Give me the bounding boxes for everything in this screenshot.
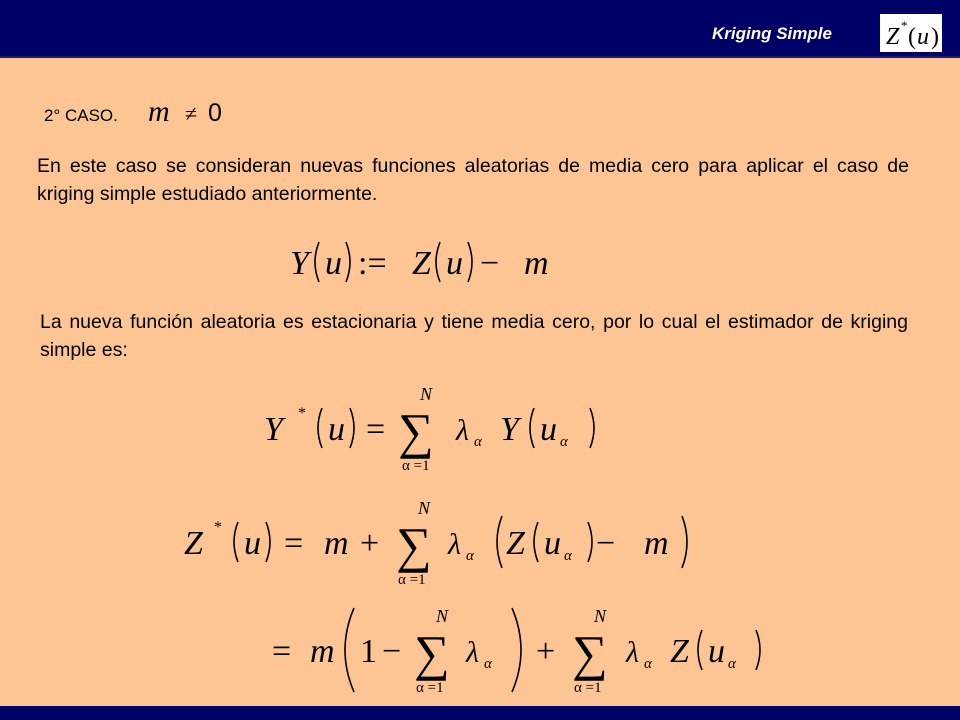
equation-definition	[288, 232, 568, 288]
eq1-paren-left	[315, 242, 319, 282]
badge-sup: *	[901, 18, 908, 33]
eq3-Z2: Z	[506, 525, 525, 562]
eq4-equals: =	[272, 633, 292, 670]
eq1-u2: u	[446, 245, 463, 282]
eq3-paren2-right	[588, 522, 592, 562]
eq3-bigparen-left	[497, 516, 502, 568]
case-neq: ≠	[185, 101, 198, 126]
slide-title: Kriging Simple	[712, 24, 832, 43]
eq1-u: u	[325, 245, 342, 282]
eq3-u2: u	[544, 525, 561, 562]
eq4-sum1-upper: N	[436, 606, 449, 626]
eq3-paren-right	[266, 522, 270, 562]
eq2-paren-left	[318, 408, 322, 448]
eq4-bigparen-right	[512, 608, 521, 692]
eq2-sum-upper: N	[420, 384, 433, 404]
eq2-lambda: λ	[456, 414, 469, 447]
eq3-paren2-left	[534, 522, 538, 562]
badge-open-paren: (	[908, 24, 916, 50]
eq3-sum: ∑	[396, 517, 432, 573]
eq2-paren-right	[350, 408, 354, 448]
eq3-alpha: α	[466, 548, 474, 564]
eq4-paren-right	[756, 630, 760, 670]
eq3-m2: m	[644, 525, 669, 562]
eq4-sum2-lower: α =1	[574, 680, 602, 696]
eq1-minus: −	[480, 245, 500, 282]
eq4-lambda1: λ	[466, 636, 479, 669]
eq1-paren2-right	[468, 242, 472, 282]
eq2-Y2: Y	[500, 411, 519, 448]
eq2-u2: u	[540, 411, 557, 448]
eq1-Z: Z	[412, 245, 431, 282]
eq2-Y: Y	[264, 411, 283, 448]
title-formula-badge	[880, 14, 942, 52]
eq4-one: 1	[360, 633, 377, 670]
eq4-plus: +	[536, 633, 556, 670]
eq1-Y: Y	[290, 245, 309, 282]
eq2-sum-lower: α =1	[402, 458, 430, 474]
eq2-equals: =	[366, 411, 386, 448]
eq3-sum-lower: α =1	[398, 572, 426, 588]
footer-bar	[0, 706, 960, 720]
eq4-sum1-lower: α =1	[416, 680, 444, 696]
badge-arg: u	[917, 24, 929, 50]
eq4-sum1: ∑	[414, 625, 450, 681]
eq4-sum2: ∑	[572, 625, 608, 681]
eq3-sum-upper: N	[418, 498, 431, 518]
eq3-alpha2: α	[564, 548, 572, 564]
eq4-sum2-upper: N	[594, 606, 607, 626]
case-label: 2° CASO.	[44, 106, 118, 125]
eq1-m: m	[524, 245, 549, 282]
eq2-alpha: α	[474, 434, 482, 450]
eq2-alpha2: α	[560, 434, 568, 450]
eq2-u: u	[328, 411, 345, 448]
estimator-paragraph: La nueva función aleatoria es estacionaria y tiene media cero, por lo cual el estimador de kriging simple es:	[40, 311, 908, 361]
eq4-alpha3: α	[728, 656, 736, 672]
eq3-star: *	[214, 519, 222, 536]
eq4-u: u	[708, 633, 725, 670]
eq4-lambda2: λ	[626, 636, 639, 669]
eq3-bigparen-right	[682, 516, 687, 568]
equation-estimator-Z	[182, 498, 702, 590]
eq1-paren2-left	[436, 242, 440, 282]
eq3-lambda: λ	[448, 528, 461, 561]
badge-formula	[880, 14, 942, 52]
eq3-equals: =	[284, 525, 304, 562]
badge-close-paren: )	[931, 24, 939, 50]
badge-var: Z	[886, 24, 900, 50]
equation-expanded	[270, 604, 790, 700]
eq1-paren-right	[346, 242, 350, 282]
eq2-star: *	[298, 405, 306, 422]
case-condition	[148, 94, 248, 128]
equation-estimator-Y	[262, 384, 622, 476]
eq3-plus: +	[360, 525, 380, 562]
eq4-bigparen-left	[345, 608, 354, 692]
eq4-alpha2: α	[644, 656, 652, 672]
eq3-Z: Z	[184, 525, 203, 562]
eq3-minus: −	[596, 525, 616, 562]
eq4-m: m	[310, 633, 335, 670]
intro-paragraph: En este caso se consideran nuevas funciones aleatorias de media cero para aplicar el caso de kriging simple estudiado anteriormente.	[37, 155, 909, 205]
case-value: 0	[208, 99, 222, 127]
eq4-minus: −	[382, 633, 402, 670]
eq3-u: u	[244, 525, 261, 562]
eq4-Z: Z	[670, 633, 689, 670]
eq3-paren-left	[234, 522, 238, 562]
eq4-paren-left	[698, 630, 702, 670]
eq2-sum: ∑	[398, 403, 434, 459]
eq2-paren2-right	[590, 408, 594, 448]
case-var: m	[148, 95, 170, 128]
eq4-alpha1: α	[484, 656, 492, 672]
eq3-m: m	[324, 525, 349, 562]
eq2-paren2-left	[530, 408, 534, 448]
eq1-assign: :=	[358, 245, 387, 282]
